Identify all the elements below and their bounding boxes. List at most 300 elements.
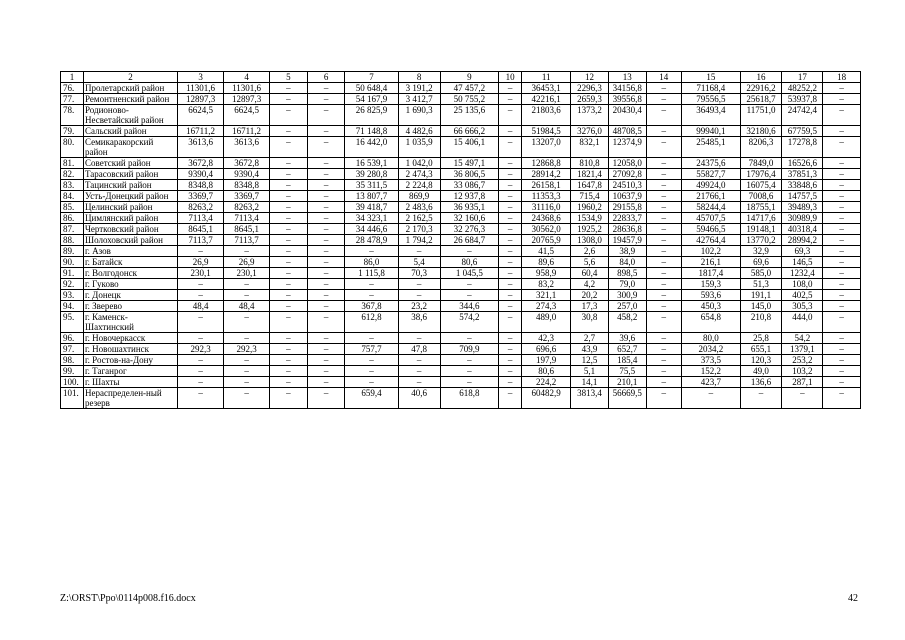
table-cell: 6624,5: [224, 105, 270, 126]
column-number: 13: [608, 72, 646, 83]
row-number: 76.: [61, 83, 84, 94]
table-row: [61, 202, 861, 213]
table-cell: –: [499, 213, 522, 224]
table-cell: 71168,4: [682, 83, 741, 94]
table-cell: –: [270, 137, 308, 158]
table-cell: 898,5: [608, 268, 646, 279]
table-cell: –: [823, 366, 861, 377]
table-cell: 191,1: [740, 290, 782, 301]
table-row: [61, 355, 861, 366]
table-cell: 12374,9: [608, 137, 646, 158]
table-cell: 16 442,0: [345, 137, 398, 158]
row-number: 84.: [61, 191, 84, 202]
table-cell: 48,4: [224, 301, 270, 312]
table-cell: 257,0: [608, 301, 646, 312]
table-cell: 2296,3: [571, 83, 609, 94]
budget-table: [60, 71, 861, 409]
table-cell: 36453,1: [522, 83, 571, 94]
table-cell: –: [499, 83, 522, 94]
table-cell: 25618,7: [740, 94, 782, 105]
table-cell: 12 937,8: [440, 191, 499, 202]
table-cell: 7113,7: [178, 235, 224, 246]
municipality-name: Усть-Донецкий район: [84, 191, 178, 202]
table-cell: 709,9: [440, 344, 499, 355]
table-cell: 102,2: [682, 246, 741, 257]
table-cell: –: [823, 83, 861, 94]
table-cell: 13770,2: [740, 235, 782, 246]
table-cell: 80,0: [682, 333, 741, 344]
table-cell: 69,3: [782, 246, 823, 257]
table-cell: –: [398, 377, 440, 388]
table-cell: 48708,5: [608, 126, 646, 137]
column-number: 8: [398, 72, 440, 83]
table-cell: 10637,9: [608, 191, 646, 202]
table-cell: 287,1: [782, 377, 823, 388]
table-cell: –: [499, 290, 522, 301]
table-cell: –: [270, 355, 308, 366]
table-cell: –: [646, 388, 682, 409]
table-cell: –: [307, 377, 345, 388]
table-cell: 3813,4: [571, 388, 609, 409]
table-cell: –: [307, 366, 345, 377]
table-cell: 25 135,6: [440, 105, 499, 126]
table-cell: –: [646, 169, 682, 180]
table-cell: –: [224, 333, 270, 344]
row-number: 97.: [61, 344, 84, 355]
municipality-name: Тарасовский район: [84, 169, 178, 180]
table-cell: 30989,9: [782, 213, 823, 224]
table-cell: 210,8: [740, 312, 782, 333]
table-cell: 14,1: [571, 377, 609, 388]
row-number: 80.: [61, 137, 84, 158]
municipality-name: Цимлянский район: [84, 213, 178, 224]
table-cell: 3672,8: [178, 158, 224, 169]
column-number-row: [61, 72, 861, 83]
table-cell: 832,1: [571, 137, 609, 158]
table-cell: 715,4: [571, 191, 609, 202]
table-cell: 159,3: [682, 279, 741, 290]
table-cell: –: [178, 377, 224, 388]
table-cell: 1 045,5: [440, 268, 499, 279]
municipality-name: Сальский район: [84, 126, 178, 137]
table-cell: –: [224, 312, 270, 333]
table-cell: –: [499, 202, 522, 213]
table-cell: 66 666,2: [440, 126, 499, 137]
table-cell: 55827,7: [682, 169, 741, 180]
table-cell: 15 497,1: [440, 158, 499, 169]
table-cell: 32,9: [740, 246, 782, 257]
table-cell: –: [823, 213, 861, 224]
table-cell: –: [345, 290, 398, 301]
table-cell: –: [440, 377, 499, 388]
table-cell: 253,2: [782, 355, 823, 366]
table-cell: –: [440, 279, 499, 290]
table-cell: 292,3: [224, 344, 270, 355]
table-cell: –: [499, 388, 522, 409]
table-cell: 26158,1: [522, 180, 571, 191]
table-row: [61, 126, 861, 137]
table-cell: 42,3: [522, 333, 571, 344]
table-cell: 11301,6: [178, 83, 224, 94]
row-number: 90.: [61, 257, 84, 268]
table-row: [61, 169, 861, 180]
table-cell: 3276,0: [571, 126, 609, 137]
table-cell: 185,4: [608, 355, 646, 366]
table-cell: –: [823, 224, 861, 235]
table-cell: –: [178, 246, 224, 257]
table-cell: 26 684,7: [440, 235, 499, 246]
table-cell: –: [270, 268, 308, 279]
table-cell: –: [307, 169, 345, 180]
table-cell: 47 457,2: [440, 83, 499, 94]
table-cell: 25485,1: [682, 137, 741, 158]
municipality-name: г. Азов: [84, 246, 178, 257]
table-cell: 654,8: [682, 312, 741, 333]
table-cell: –: [178, 366, 224, 377]
table-cell: –: [499, 301, 522, 312]
table-cell: –: [270, 169, 308, 180]
table-cell: 16526,6: [782, 158, 823, 169]
table-cell: 423,7: [682, 377, 741, 388]
table-cell: –: [270, 180, 308, 191]
table-cell: –: [499, 312, 522, 333]
table-cell: 42764,4: [682, 235, 741, 246]
table-cell: –: [499, 235, 522, 246]
table-row: [61, 290, 861, 301]
table-cell: –: [345, 366, 398, 377]
table-cell: 5,6: [571, 257, 609, 268]
table-cell: –: [345, 333, 398, 344]
table-cell: –: [178, 333, 224, 344]
table-cell: 32 160,6: [440, 213, 499, 224]
table-cell: 80,6: [522, 366, 571, 377]
table-cell: 1 035,9: [398, 137, 440, 158]
row-number: 92.: [61, 279, 84, 290]
table-cell: –: [307, 202, 345, 213]
table-cell: –: [270, 290, 308, 301]
table-cell: –: [499, 355, 522, 366]
table-cell: –: [823, 268, 861, 279]
row-number: 82.: [61, 169, 84, 180]
table-cell: 19148,1: [740, 224, 782, 235]
table-cell: –: [823, 279, 861, 290]
municipality-name: г. Шахты: [84, 377, 178, 388]
row-number: 77.: [61, 94, 84, 105]
table-cell: –: [440, 290, 499, 301]
table-cell: –: [823, 257, 861, 268]
table-cell: 12,5: [571, 355, 609, 366]
table-cell: –: [646, 290, 682, 301]
row-number: 78.: [61, 105, 84, 126]
table-cell: 49924,0: [682, 180, 741, 191]
table-cell: 2659,3: [571, 94, 609, 105]
column-number: 6: [307, 72, 345, 83]
table-cell: –: [646, 235, 682, 246]
row-number: 85.: [61, 202, 84, 213]
table-cell: –: [270, 279, 308, 290]
table-cell: 89,6: [522, 257, 571, 268]
table-cell: 7113,7: [224, 235, 270, 246]
table-cell: 593,6: [682, 290, 741, 301]
table-cell: 120,3: [740, 355, 782, 366]
table-cell: –: [270, 235, 308, 246]
table-cell: –: [307, 83, 345, 94]
table-cell: –: [224, 290, 270, 301]
table-cell: 1 794,2: [398, 235, 440, 246]
table-cell: –: [499, 377, 522, 388]
table-cell: –: [307, 290, 345, 301]
table-cell: –: [307, 213, 345, 224]
municipality-name: Целинский район: [84, 202, 178, 213]
table-cell: 35 311,5: [345, 180, 398, 191]
table-cell: 659,4: [345, 388, 398, 409]
table-cell: 53937,8: [782, 94, 823, 105]
table-cell: 136,6: [740, 377, 782, 388]
table-row: [61, 279, 861, 290]
table-cell: –: [307, 333, 345, 344]
table-cell: 300,9: [608, 290, 646, 301]
table-cell: 84,0: [608, 257, 646, 268]
table-cell: 458,2: [608, 312, 646, 333]
table-cell: 25,8: [740, 333, 782, 344]
column-number: 17: [782, 72, 823, 83]
table-cell: –: [307, 312, 345, 333]
column-number: 5: [270, 72, 308, 83]
table-cell: 618,8: [440, 388, 499, 409]
table-cell: 20,2: [571, 290, 609, 301]
table-cell: 36 935,1: [440, 202, 499, 213]
row-number: 89.: [61, 246, 84, 257]
row-number: 87.: [61, 224, 84, 235]
table-row: [61, 301, 861, 312]
table-cell: 11301,6: [224, 83, 270, 94]
table-cell: –: [823, 169, 861, 180]
column-number: 16: [740, 72, 782, 83]
table-cell: –: [270, 246, 308, 257]
table-row: [61, 388, 861, 409]
table-cell: 19457,9: [608, 235, 646, 246]
table-cell: –: [307, 268, 345, 279]
table-cell: –: [398, 355, 440, 366]
table-cell: –: [499, 94, 522, 105]
table-cell: 655,1: [740, 344, 782, 355]
table-cell: 28 478,9: [345, 235, 398, 246]
table-cell: –: [307, 191, 345, 202]
table-cell: 6624,5: [178, 105, 224, 126]
table-cell: 1373,2: [571, 105, 609, 126]
table-cell: 40,6: [398, 388, 440, 409]
table-cell: 71 148,8: [345, 126, 398, 137]
table-cell: –: [440, 366, 499, 377]
table-cell: 22833,7: [608, 213, 646, 224]
table-cell: –: [270, 202, 308, 213]
table-cell: 58244,4: [682, 202, 741, 213]
municipality-name: Советский район: [84, 158, 178, 169]
table-cell: –: [307, 301, 345, 312]
table-cell: 75,5: [608, 366, 646, 377]
table-cell: –: [823, 158, 861, 169]
table-cell: 69,6: [740, 257, 782, 268]
table-cell: –: [499, 191, 522, 202]
table-cell: 21803,6: [522, 105, 571, 126]
table-cell: –: [307, 158, 345, 169]
table-cell: –: [646, 137, 682, 158]
table-cell: 2 224,8: [398, 180, 440, 191]
table-cell: 40318,4: [782, 224, 823, 235]
table-cell: 7113,4: [224, 213, 270, 224]
table-cell: –: [646, 279, 682, 290]
table-cell: –: [499, 180, 522, 191]
table-cell: –: [270, 344, 308, 355]
table-cell: 70,3: [398, 268, 440, 279]
table-cell: –: [646, 366, 682, 377]
table-cell: 344,6: [440, 301, 499, 312]
table-cell: –: [499, 246, 522, 257]
table-cell: 34 446,6: [345, 224, 398, 235]
table-row: [61, 377, 861, 388]
table-cell: –: [270, 257, 308, 268]
table-cell: –: [178, 388, 224, 409]
table-row: [61, 105, 861, 126]
table-cell: 29155,8: [608, 202, 646, 213]
table-cell: 15 406,1: [440, 137, 499, 158]
row-number: 101.: [61, 388, 84, 409]
table-cell: 9390,4: [178, 169, 224, 180]
table-cell: 24510,3: [608, 180, 646, 191]
table-cell: –: [270, 377, 308, 388]
table-row: [61, 94, 861, 105]
table-cell: 86,0: [345, 257, 398, 268]
table-cell: 60482,9: [522, 388, 571, 409]
table-cell: 146,5: [782, 257, 823, 268]
table-cell: 20765,9: [522, 235, 571, 246]
table-cell: 2 162,5: [398, 213, 440, 224]
table-cell: –: [398, 366, 440, 377]
column-number: 18: [823, 72, 861, 83]
table-cell: –: [823, 202, 861, 213]
table-cell: 1308,0: [571, 235, 609, 246]
column-number: 3: [178, 72, 224, 83]
table-cell: –: [270, 158, 308, 169]
table-cell: 1821,4: [571, 169, 609, 180]
table-cell: –: [270, 191, 308, 202]
table-cell: –: [646, 246, 682, 257]
table-cell: –: [307, 137, 345, 158]
table-cell: 24742,4: [782, 105, 823, 126]
table-cell: 12058,0: [608, 158, 646, 169]
table-cell: 224,2: [522, 377, 571, 388]
table-cell: 17278,8: [782, 137, 823, 158]
table-cell: –: [646, 105, 682, 126]
table-cell: 1 115,8: [345, 268, 398, 279]
table-cell: –: [270, 224, 308, 235]
column-number: 2: [84, 72, 178, 83]
table-cell: –: [270, 83, 308, 94]
table-row: [61, 268, 861, 279]
table-cell: –: [398, 333, 440, 344]
table-cell: 38,9: [608, 246, 646, 257]
table-cell: 13 807,7: [345, 191, 398, 202]
table-cell: 43,9: [571, 344, 609, 355]
table-cell: 3613,6: [224, 137, 270, 158]
table-cell: 80,6: [440, 257, 499, 268]
table-cell: 33 086,7: [440, 180, 499, 191]
table-cell: 1925,2: [571, 224, 609, 235]
table-row: [61, 158, 861, 169]
table-cell: 16075,4: [740, 180, 782, 191]
table-cell: –: [440, 333, 499, 344]
table-cell: –: [646, 301, 682, 312]
table-cell: –: [307, 388, 345, 409]
table-cell: 3369,7: [224, 191, 270, 202]
column-number: 7: [345, 72, 398, 83]
table-cell: –: [345, 246, 398, 257]
table-cell: 34 323,1: [345, 213, 398, 224]
table-cell: –: [499, 268, 522, 279]
table-cell: –: [646, 355, 682, 366]
table-cell: 18755,1: [740, 202, 782, 213]
table-cell: –: [307, 246, 345, 257]
column-number: 9: [440, 72, 499, 83]
table-cell: 1 690,3: [398, 105, 440, 126]
table-row: [61, 83, 861, 94]
table-cell: 210,1: [608, 377, 646, 388]
table-cell: –: [499, 344, 522, 355]
table-cell: 54,2: [782, 333, 823, 344]
table-cell: 39 280,8: [345, 169, 398, 180]
table-cell: 7849,0: [740, 158, 782, 169]
municipality-name: Пролетарский район: [84, 83, 178, 94]
table-cell: –: [224, 388, 270, 409]
table-cell: 27092,8: [608, 169, 646, 180]
table-cell: –: [646, 83, 682, 94]
table-cell: 7113,4: [178, 213, 224, 224]
table-cell: 39 418,7: [345, 202, 398, 213]
table-cell: 2 170,3: [398, 224, 440, 235]
table-cell: –: [178, 279, 224, 290]
municipality-name: г. Донецк: [84, 290, 178, 301]
table-cell: –: [224, 366, 270, 377]
table-cell: 99940,1: [682, 126, 741, 137]
municipality-name: Родионово-Несветайский район: [84, 105, 178, 126]
table-cell: 3672,8: [224, 158, 270, 169]
table-cell: 67759,5: [782, 126, 823, 137]
table-cell: 574,2: [440, 312, 499, 333]
table-cell: 16711,2: [224, 126, 270, 137]
table-cell: 56669,5: [608, 388, 646, 409]
table-cell: 24368,6: [522, 213, 571, 224]
table-cell: 274,3: [522, 301, 571, 312]
table-cell: 26 825,9: [345, 105, 398, 126]
table-cell: 39489,3: [782, 202, 823, 213]
table-cell: –: [646, 94, 682, 105]
table-cell: 8645,1: [178, 224, 224, 235]
row-number: 88.: [61, 235, 84, 246]
table-cell: 5,1: [571, 366, 609, 377]
table-row: [61, 333, 861, 344]
table-cell: 402,5: [782, 290, 823, 301]
column-number: 10: [499, 72, 522, 83]
table-cell: 17,3: [571, 301, 609, 312]
table-cell: –: [270, 301, 308, 312]
table-cell: 45707,5: [682, 213, 741, 224]
table-row: [61, 224, 861, 235]
table-cell: 4 482,6: [398, 126, 440, 137]
table-cell: –: [823, 355, 861, 366]
table-cell: –: [499, 137, 522, 158]
table-cell: 103,2: [782, 366, 823, 377]
row-number: 96.: [61, 333, 84, 344]
